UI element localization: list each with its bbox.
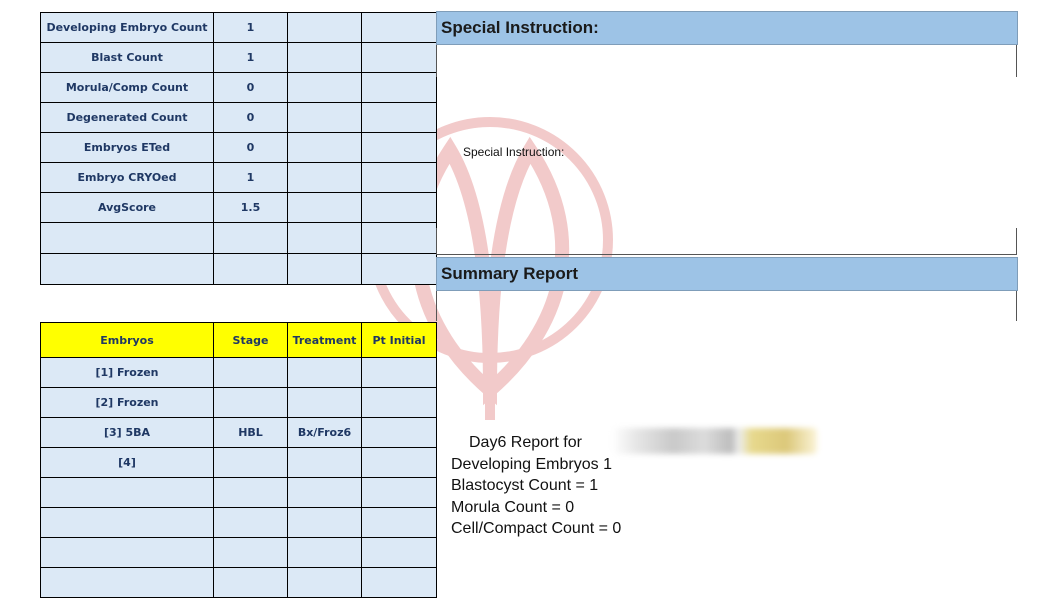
treatment-cell — [288, 448, 362, 478]
empty-cell — [288, 43, 362, 73]
report-line: Morula Count = 0 — [451, 498, 575, 516]
empty-cell — [362, 193, 437, 223]
divider — [1016, 45, 1017, 77]
empty-cell — [214, 508, 288, 538]
divider — [1016, 228, 1017, 255]
empty-cell — [362, 538, 437, 568]
empty-cell — [362, 13, 437, 43]
empty-cell — [288, 193, 362, 223]
empty-cell — [214, 478, 288, 508]
divider — [436, 254, 1017, 255]
table-row — [41, 133, 437, 163]
stage-cell — [214, 358, 288, 388]
summary-report-header: Summary Report — [436, 257, 1018, 291]
embryo-table — [40, 322, 437, 598]
row-value: 0 — [214, 73, 288, 103]
table-row — [41, 568, 437, 598]
treatment-cell — [288, 358, 362, 388]
stage-cell — [214, 448, 288, 478]
empty-cell — [41, 254, 214, 285]
divider — [436, 291, 437, 321]
empty-cell — [288, 508, 362, 538]
empty-cell — [288, 73, 362, 103]
redacted-patient-name — [612, 428, 817, 454]
row-label: Developing Embryo Count — [41, 13, 214, 43]
empty-cell — [41, 478, 214, 508]
row-value: 0 — [214, 133, 288, 163]
row-label: Blast Count — [41, 43, 214, 73]
empty-cell — [362, 568, 437, 598]
table-header-row — [41, 323, 437, 358]
divider — [1016, 291, 1017, 321]
table-row — [41, 73, 437, 103]
empty-cell — [288, 133, 362, 163]
stage-cell — [214, 388, 288, 418]
report-line: Day6 Report for — [469, 434, 582, 451]
row-label: Degenerated Count — [41, 103, 214, 133]
treatment-cell: Bx/Froz6 — [288, 418, 362, 448]
report-line: Blastocyst Count = 1 — [451, 477, 599, 494]
table-row — [41, 163, 437, 193]
divider — [436, 45, 437, 77]
row-value: 1 — [214, 43, 288, 73]
empty-cell — [288, 103, 362, 133]
row-value: 1.5 — [214, 193, 288, 223]
empty-cell — [362, 448, 437, 478]
special-instruction-header: Special Instruction: — [436, 11, 1018, 45]
embryo-cell: [1] Frozen — [41, 358, 214, 388]
table-row — [41, 538, 437, 568]
divider — [436, 228, 437, 255]
table-row — [41, 43, 437, 73]
table-row — [41, 254, 437, 285]
row-value: 0 — [214, 103, 288, 133]
empty-cell — [362, 103, 437, 133]
row-label: Embryo CRYOed — [41, 163, 214, 193]
table-row — [41, 418, 437, 448]
empty-cell — [362, 358, 437, 388]
empty-cell — [288, 568, 362, 598]
table-row — [41, 358, 437, 388]
empty-cell — [362, 478, 437, 508]
summary-report-body — [451, 432, 621, 540]
row-label: Embryos ETed — [41, 133, 214, 163]
table-row — [41, 193, 437, 223]
report-line: Developing Embryos 1 — [451, 455, 612, 473]
empty-cell — [214, 538, 288, 568]
table-row — [41, 478, 437, 508]
counts-table — [40, 12, 437, 285]
empty-cell — [41, 508, 214, 538]
table-row — [41, 388, 437, 418]
header-stage: Stage — [214, 323, 288, 358]
empty-cell — [288, 538, 362, 568]
table-row — [41, 223, 437, 254]
row-label: Morula/Comp Count — [41, 73, 214, 103]
row-value: 1 — [214, 163, 288, 193]
empty-cell — [41, 568, 214, 598]
stage-cell: HBL — [214, 418, 288, 448]
empty-cell — [362, 43, 437, 73]
embryo-cell: [4] — [41, 448, 214, 478]
table-row — [41, 448, 437, 478]
header-embryos: Embryos — [41, 323, 214, 358]
embryo-cell: [3] 5BA — [41, 418, 214, 448]
special-instruction-text: Special Instruction: — [463, 145, 565, 159]
empty-cell — [362, 254, 437, 285]
empty-cell — [362, 388, 437, 418]
empty-cell — [214, 568, 288, 598]
empty-cell — [288, 223, 362, 254]
table-row — [41, 508, 437, 538]
table-row — [41, 103, 437, 133]
row-value: 1 — [214, 13, 288, 43]
empty-cell — [214, 223, 288, 254]
report-line: Cell/Compact Count = 0 — [451, 520, 622, 537]
empty-cell — [362, 133, 437, 163]
empty-cell — [362, 163, 437, 193]
row-label: AvgScore — [41, 193, 214, 223]
header-treatment: Treatment — [288, 323, 362, 358]
empty-cell — [288, 163, 362, 193]
table-row — [41, 13, 437, 43]
empty-cell — [288, 13, 362, 43]
empty-cell — [288, 254, 362, 285]
empty-cell — [288, 478, 362, 508]
empty-cell — [362, 223, 437, 254]
header-pt-initial: Pt Initial — [362, 323, 437, 358]
empty-cell — [41, 538, 214, 568]
empty-cell — [362, 73, 437, 103]
embryo-cell: [2] Frozen — [41, 388, 214, 418]
empty-cell — [41, 223, 214, 254]
treatment-cell — [288, 388, 362, 418]
empty-cell — [362, 508, 437, 538]
empty-cell — [362, 418, 437, 448]
empty-cell — [214, 254, 288, 285]
